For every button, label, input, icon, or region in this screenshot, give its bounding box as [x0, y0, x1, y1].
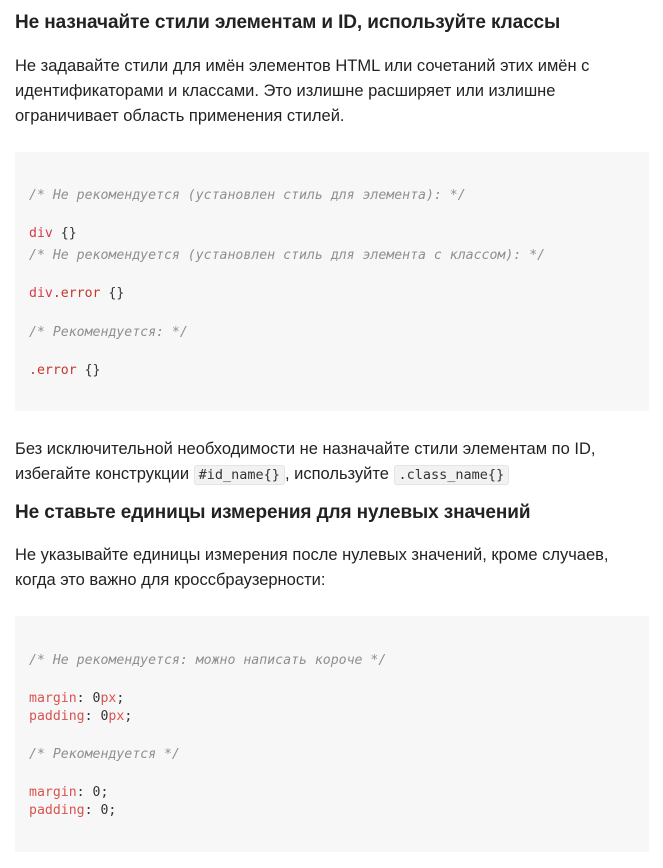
code-number: 0 — [92, 691, 101, 706]
code-line — [29, 284, 124, 303]
section-heading-styles: Не назначайте стили элементам и ID, используйте классы — [15, 12, 561, 33]
inline-code-class: .class_name{} — [394, 465, 510, 485]
code-punctuation: {} — [52, 226, 77, 241]
code-comment: /* Рекомендуется */ — [29, 747, 180, 762]
note-text: Без исключительной необходимости не назначайте стили элементам по ID, избегайте конструкции — [15, 440, 596, 483]
code-class: .error — [52, 286, 101, 301]
code-punctuation: : — [76, 785, 93, 800]
inline-code-id: #id_name{} — [194, 465, 285, 485]
code-comment: /* Не рекомендуется: можно написать короче */ — [29, 653, 387, 668]
code-comment: /* Рекомендуется: */ — [29, 325, 188, 340]
code-line — [29, 801, 116, 820]
code-number: 0 — [92, 785, 101, 800]
code-line — [29, 361, 100, 380]
code-line — [29, 689, 124, 708]
note-paragraph-id — [15, 437, 655, 488]
code-line — [29, 224, 77, 243]
code-unit: px — [108, 709, 125, 724]
code-punctuation: ; — [116, 691, 125, 706]
code-tag: div — [29, 226, 53, 241]
code-punctuation: : — [76, 691, 93, 706]
section-heading-units: Не ставьте единицы измерения для нулевых значений — [15, 502, 531, 523]
code-unit: px — [100, 691, 117, 706]
code-property: margin — [29, 691, 77, 706]
code-property: padding — [29, 709, 85, 724]
section-paragraph-styles: Не задавайте стили для имён элементов HTML или сочетаний этих имён с идентификаторами и классами. Это излишне расширяет или излишне ограничивает область применения стилей. — [15, 57, 590, 125]
section-paragraph-units: Не указывайте единицы измерения после нулевых значений, кроме случаев, когда это важно для кроссбраузерности: — [15, 546, 609, 589]
code-class: .error — [29, 363, 77, 378]
code-punctuation: {} — [100, 286, 125, 301]
code-block-units — [15, 616, 649, 852]
code-tag: div — [29, 286, 53, 301]
code-comment: /* Не рекомендуется (установлен стиль для элемента с классом): */ — [29, 248, 546, 263]
code-punctuation: : — [84, 803, 101, 818]
code-punctuation: ; — [108, 803, 117, 818]
code-number: 0 — [100, 709, 109, 724]
code-line — [29, 783, 108, 802]
code-comment: /* Не рекомендуется (установлен стиль для элемента): */ — [29, 188, 466, 203]
code-block-selectors — [15, 152, 649, 411]
code-punctuation: ; — [124, 709, 133, 724]
code-property: margin — [29, 785, 77, 800]
code-property: padding — [29, 803, 85, 818]
code-punctuation: ; — [100, 785, 109, 800]
code-line — [29, 707, 132, 726]
note-text: , используйте — [284, 465, 394, 483]
code-punctuation: {} — [76, 363, 101, 378]
code-number: 0 — [100, 803, 109, 818]
code-punctuation: : — [84, 709, 101, 724]
